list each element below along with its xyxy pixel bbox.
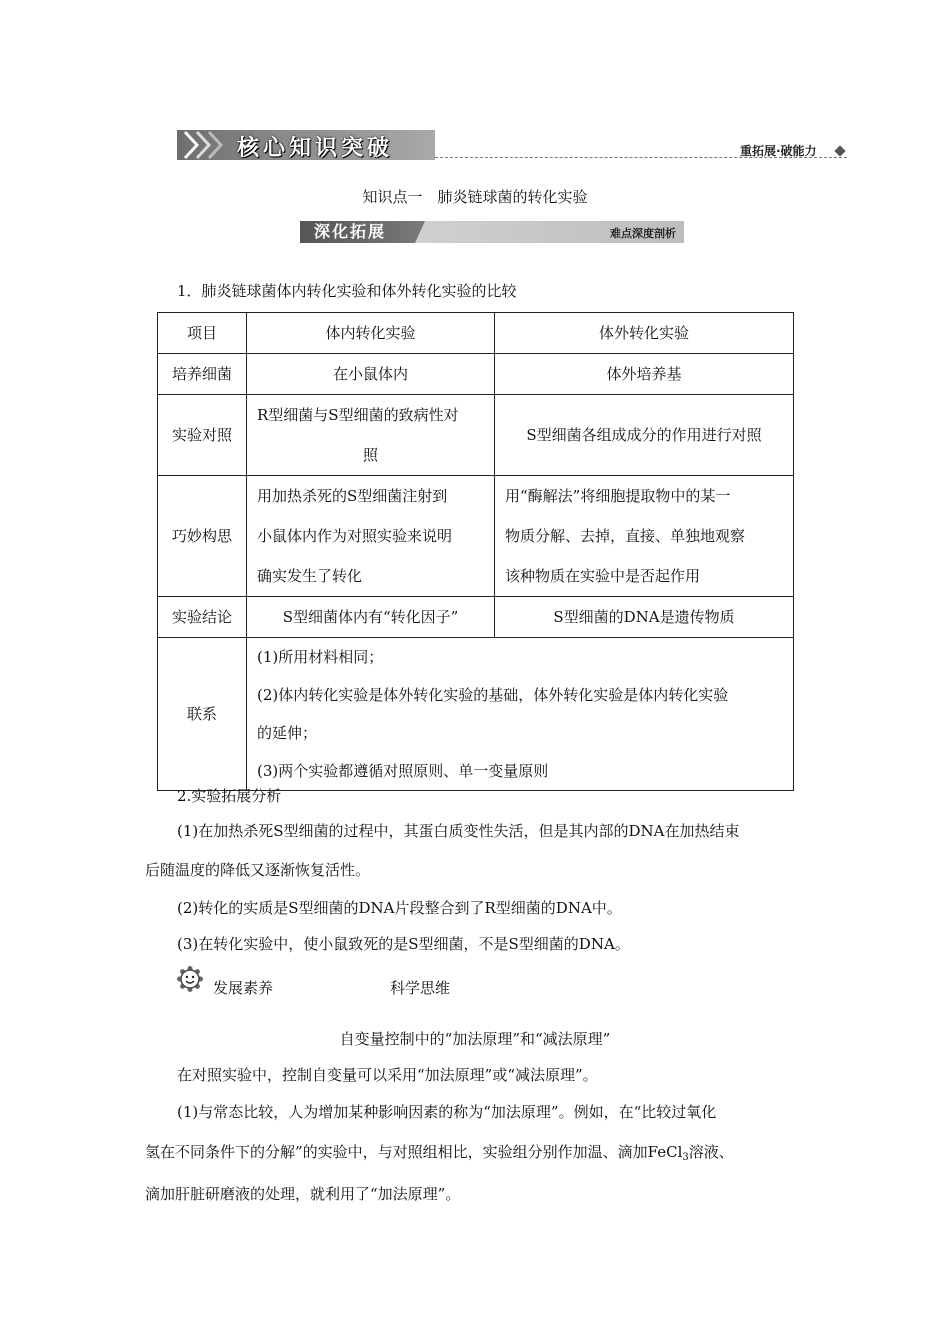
- cell-line: (3)两个实验都遵循对照原则、单一变量原则: [257, 762, 549, 780]
- banner-subtitle: 重拓展·破能力: [740, 144, 817, 158]
- cell-line: 用“酶解法”将细胞提取物中的某一: [505, 487, 731, 505]
- diamond-icon: [834, 145, 845, 156]
- table-cell: 培养细菌: [158, 354, 247, 395]
- table-cell: 在小鼠体内: [247, 354, 495, 395]
- smiley-icon: [177, 966, 203, 992]
- banner-title: 核心知识突破: [237, 136, 394, 161]
- paragraph: 滴加肝脏研磨液的处理，就利用了“加法原理”。: [145, 1185, 461, 1203]
- text-run: 氢在不同条件下的分解”的实验中，与对照组相比，实验组分别作加温、滴加FeCl: [145, 1143, 683, 1161]
- table-cell: [247, 476, 495, 597]
- paragraph: (1)在加热杀死S型细菌的过程中，其蛋白质变性失活，但是其内部的DNA在加热结束: [177, 822, 740, 840]
- table-header-cell: 体外转化实验: [495, 313, 794, 354]
- subscript: 3: [682, 1152, 689, 1163]
- table-header-cell: 项目: [158, 313, 247, 354]
- paragraph: (3)在转化实验中，使小鼠致死的是S型细菌，不是S型细菌的DNA。: [177, 935, 630, 953]
- literacy-topic: 科学思维: [390, 979, 451, 997]
- table-row: [158, 597, 794, 638]
- literacy-label: 发展素养: [213, 979, 274, 997]
- knowledge-point-title: 知识点一 肺炎链球菌的转化实验: [362, 188, 588, 206]
- paragraph: [145, 1141, 734, 1163]
- cell-line: 确实发生了转化: [257, 567, 363, 585]
- table-cell: S型细菌的DNA是遗传物质: [495, 597, 794, 638]
- table-cell: S型细菌体内有“转化因子”: [247, 597, 495, 638]
- paragraph: 后随温度的降低又逐渐恢复活性。: [145, 861, 371, 879]
- table-row: [158, 354, 794, 395]
- paragraph: (2)转化的实质是S型细菌的DNA片段整合到了R型细菌的DNA中。: [177, 899, 622, 917]
- section2-heading: 2.实验拓展分析: [177, 787, 282, 805]
- literacy-title: 自变量控制中的“加法原理”和“减法原理”: [339, 1030, 611, 1048]
- cell-line: (1)所用材料相同；: [257, 648, 384, 666]
- table-row: [158, 395, 794, 476]
- cell-line: R型细菌与S型细菌的致病性对: [257, 406, 459, 424]
- table-cell: [495, 476, 794, 597]
- table-cell: 联系: [158, 638, 247, 791]
- comparison-table: [157, 312, 794, 791]
- cell-line: 用加热杀死的S型细菌注射到: [257, 487, 448, 505]
- table-cell: 巧妙构思: [158, 476, 247, 597]
- cell-line: 该种物质在实验中是否起作用: [505, 567, 701, 585]
- table-header-row: [158, 313, 794, 354]
- table-cell: 实验结论: [158, 597, 247, 638]
- deep-expand-title: 深化拓展: [314, 222, 387, 241]
- table-cell: [247, 395, 495, 476]
- table-cell: [247, 638, 794, 791]
- paragraph: 在对照实验中，控制自变量可以采用“加法原理”或“减法原理”。: [177, 1066, 598, 1084]
- cell-line: (2)体内转化实验是体外转化实验的基础，体外转化实验是体内转化实验: [257, 686, 729, 704]
- text-run: 溶液、: [688, 1143, 734, 1161]
- cell-line: 物质分解、去掉，直接、单独地观察: [505, 527, 746, 545]
- paragraph: (1)与常态比较，人为增加某种影响因素的称为“加法原理”。例如，在“比较过氧化: [177, 1103, 717, 1121]
- chevron-arrows-icon: [181, 130, 229, 160]
- section-banner: [177, 130, 435, 160]
- table-row: [158, 476, 794, 597]
- cell-line: 照: [362, 446, 378, 464]
- deep-expand-subtitle: 难点深度剖析: [610, 227, 676, 240]
- section1-heading: 1．肺炎链球菌体内转化实验和体外转化实验的比较: [177, 282, 517, 300]
- cell-line: 的延伸；: [257, 724, 318, 742]
- deep-expand-banner: [300, 221, 684, 243]
- table-cell: 实验对照: [158, 395, 247, 476]
- table-header-cell: 体内转化实验: [247, 313, 495, 354]
- table-row: [158, 638, 794, 791]
- table-cell: S型细菌各组成成分的作用进行对照: [495, 395, 794, 476]
- table-cell: 体外培养基: [495, 354, 794, 395]
- cell-line: 小鼠体内作为对照实验来说明: [257, 527, 453, 545]
